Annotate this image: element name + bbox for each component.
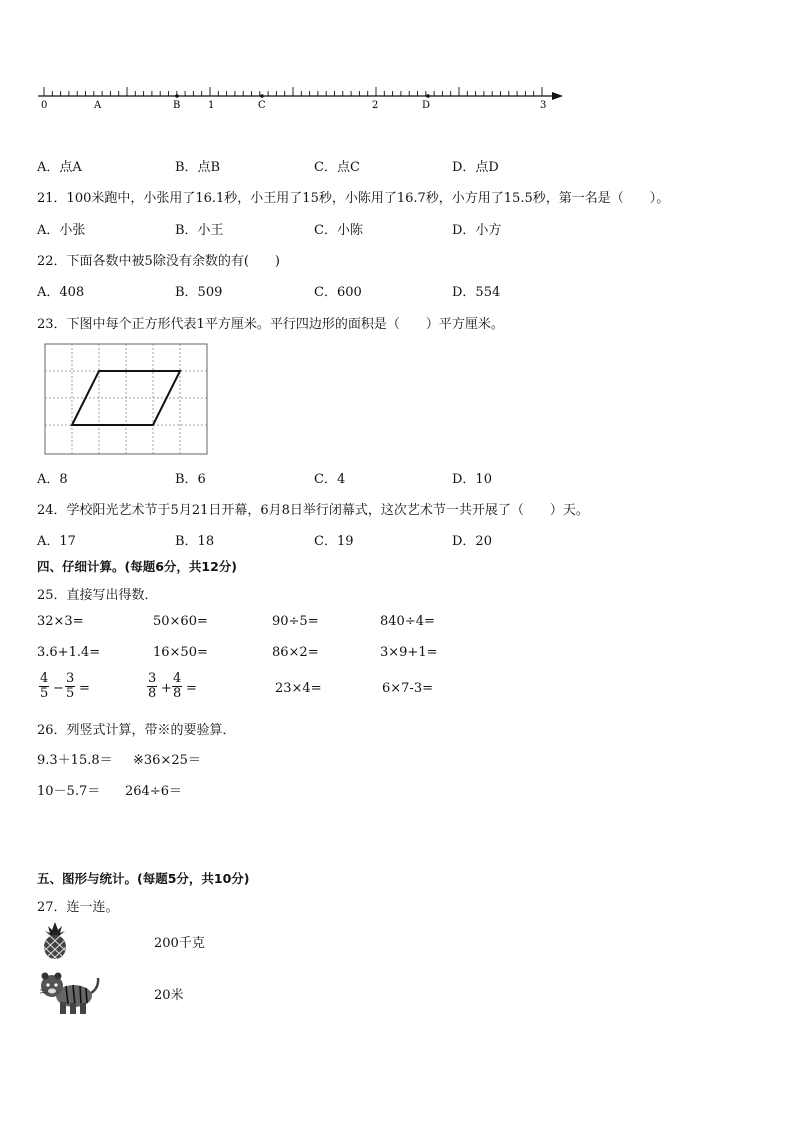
nl-label: 1	[208, 100, 215, 111]
calc-item: 86×2=	[272, 645, 319, 660]
fraction	[172, 672, 182, 701]
calc-item: 6×7-3=	[382, 681, 433, 696]
q23-option-d[interactable]: D．10	[452, 472, 492, 487]
q20-option-a[interactable]: A．点A	[37, 160, 82, 175]
number-line	[30, 78, 570, 112]
calc-item: 3.6+1.4=	[37, 645, 101, 660]
nl-label: 2	[372, 100, 379, 111]
fraction-numerator: 4	[173, 671, 182, 686]
calc-item: 9.3＋15.8＝	[37, 753, 113, 768]
q20-option-c[interactable]: C．点C	[314, 160, 360, 175]
calc-item: 3×9+1=	[380, 645, 438, 660]
q24-option-d[interactable]: D．20	[452, 534, 492, 549]
calc-item: 16×50=	[153, 645, 208, 660]
pineapple-icon	[37, 920, 73, 960]
q24-option-c[interactable]: C．19	[314, 534, 354, 549]
q21-option-a[interactable]: A．小张	[37, 223, 86, 238]
equals: =	[79, 681, 90, 696]
nl-label: 0	[41, 100, 48, 111]
calc-item: 840÷4=	[380, 614, 435, 629]
fraction-numerator: 4	[40, 671, 49, 686]
q22-option-a[interactable]: A．408	[37, 285, 85, 300]
operator: +	[161, 681, 172, 696]
nl-label: 3	[540, 100, 547, 111]
q21-stem: 21．100米跑中，小张用了16.1秒，小王用了15秒，小陈用了16.7秒，小方用了15.5秒，第一名是（ ）。	[37, 191, 670, 206]
q25-stem: 25．直接写出得数．	[37, 588, 158, 603]
q23-stem: 23．下图中每个正方形代表1平方厘米。平行四边形的面积是（ ）平方厘米。	[37, 317, 504, 332]
q23-option-a[interactable]: A．8	[37, 472, 68, 487]
q21-option-b[interactable]: B．小王	[175, 223, 224, 238]
equals: =	[186, 681, 197, 696]
calc-item: 32×3=	[37, 614, 84, 629]
q20-option-b[interactable]: B．点B	[175, 160, 221, 175]
q21-option-d[interactable]: D．小方	[452, 223, 502, 238]
operator: −	[53, 681, 64, 696]
fraction-numerator: 3	[66, 671, 75, 686]
fraction-denominator: 8	[173, 686, 182, 701]
q22-option-b[interactable]: B．509	[175, 285, 223, 300]
nl-label: D	[422, 100, 431, 111]
q27-label-length[interactable]: 20米	[154, 988, 184, 1003]
section-4-heading: 四、仔细计算。(每题6分，共12分)	[37, 559, 238, 574]
tiger-icon	[36, 968, 102, 1016]
q23-option-b[interactable]: B．6	[175, 472, 206, 487]
parallelogram-grid-figure	[44, 343, 210, 457]
q22-option-c[interactable]: C．600	[314, 285, 362, 300]
q20-option-d[interactable]: D．点D	[452, 160, 499, 175]
fraction	[147, 672, 157, 701]
calc-item: 264÷6＝	[125, 784, 182, 799]
calc-item: 23×4=	[275, 681, 322, 696]
calc-item: 50×60=	[153, 614, 208, 629]
fraction-denominator: 8	[148, 686, 157, 701]
q23-option-c[interactable]: C．4	[314, 472, 346, 487]
fraction-numerator: 3	[148, 671, 157, 686]
fraction	[65, 672, 75, 701]
q24-option-b[interactable]: B．18	[175, 534, 215, 549]
q24-option-a[interactable]: A．17	[37, 534, 76, 549]
q22-option-d[interactable]: D．554	[452, 285, 501, 300]
nl-label: C	[258, 100, 266, 111]
q24-stem: 24．学校阳光艺术节于5月21日开幕，6月8日举行闭幕式，这次艺术节一共开展了（ ）天。	[37, 503, 589, 518]
q22-stem: 22．下面各数中被5除没有余数的有( )	[37, 254, 280, 269]
nl-label: A	[94, 100, 102, 111]
fraction-denominator: 5	[66, 686, 75, 701]
calc-item: 10－5.7＝	[37, 784, 101, 799]
fraction	[39, 672, 49, 701]
q27-stem: 27．连一连。	[37, 900, 119, 915]
calc-item: ※36×25＝	[133, 753, 201, 768]
nl-label: B	[173, 100, 181, 111]
q26-stem: 26．列竖式计算，带※的要验算．	[37, 723, 236, 738]
section-5-heading: 五、图形与统计。(每题5分，共10分)	[37, 871, 250, 886]
calc-item: 90÷5=	[272, 614, 319, 629]
q21-option-c[interactable]: C．小陈	[314, 223, 363, 238]
q27-label-weight[interactable]: 200千克	[154, 936, 205, 951]
fraction-denominator: 5	[40, 686, 49, 701]
